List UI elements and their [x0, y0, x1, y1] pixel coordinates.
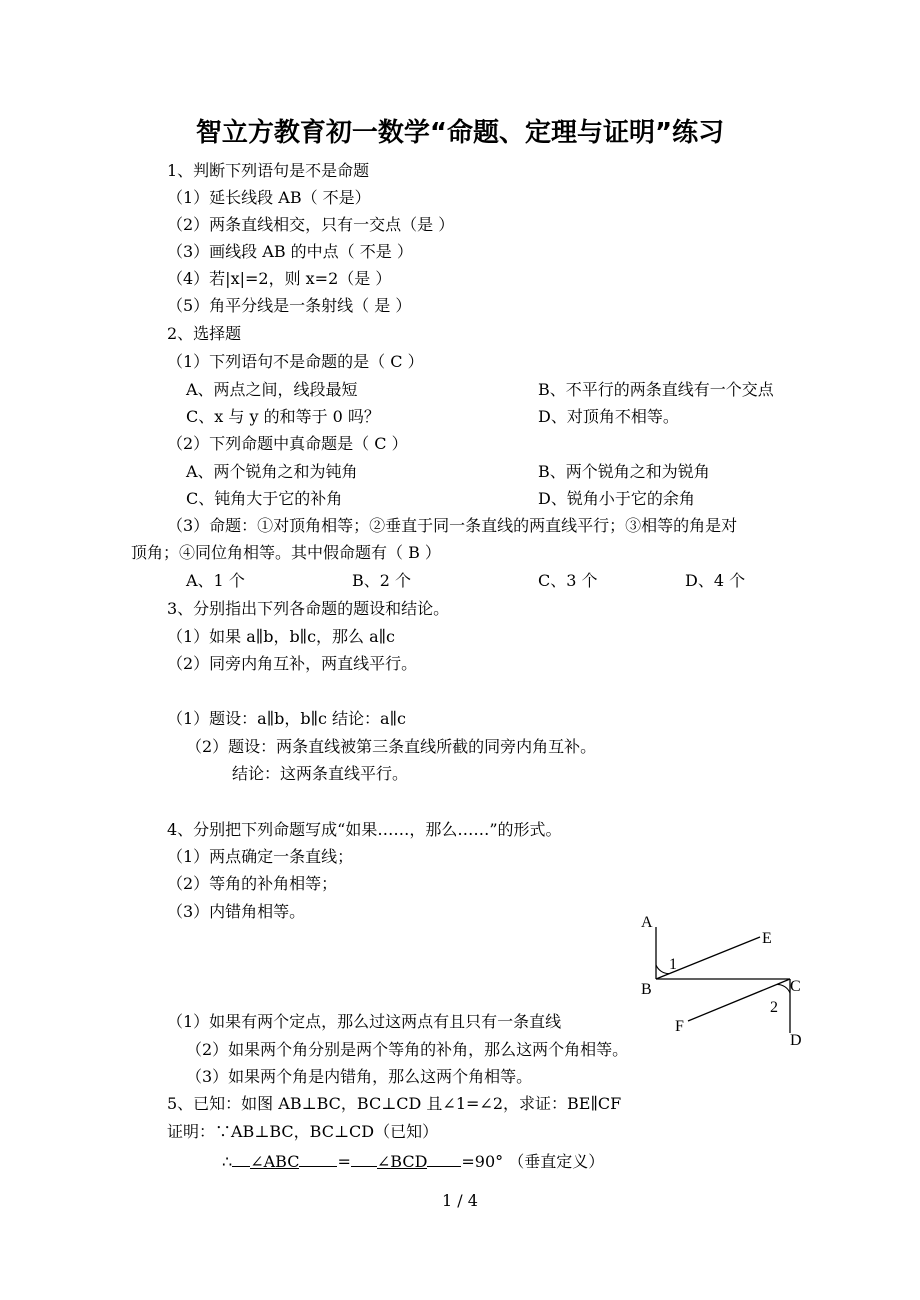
angle-bcd-blank: ∠BCD: [376, 1152, 428, 1171]
q2-heading: 2、选择题: [167, 324, 242, 343]
q3-item-1: （1）如果 a∥b，b∥c，那么 a∥c: [167, 627, 396, 646]
q1-item-2: （2）两条直线相交，只有一交点（是 ）: [167, 215, 455, 234]
q2-p1-option-d: D、对顶角不相等。: [538, 407, 679, 426]
answer-blank: [427, 1150, 461, 1167]
q2-p1-option-b: B、不平行的两条直线有一个交点: [538, 380, 774, 399]
q4-answer-1: （1）如果有两个定点，那么过这两点有且只有一条直线: [167, 1012, 562, 1031]
q3-answer-1: （1）题设：a∥b，b∥c 结论：a∥c: [167, 709, 406, 728]
label-a: A: [641, 914, 653, 931]
angle-1-arc: [656, 965, 669, 974]
label-c: C: [790, 978, 801, 995]
answer-blank: [351, 1150, 377, 1167]
q2-p3-option-c: C、3 个: [538, 571, 598, 590]
q1-heading: 1、判断下列语句是不是命题: [167, 161, 370, 180]
q2-p2-stem: （2）下列命题中真命题是（ C ）: [167, 434, 408, 453]
q2-p1-option-a: A、两点之间，线段最短: [186, 380, 358, 399]
q1-item-4: （4）若|x|=2，则 x=2（是 ）: [167, 269, 392, 288]
label-d: D: [790, 1032, 802, 1049]
q2-p1-option-c: C、x 与 y 的和等于 0 吗？: [186, 407, 380, 426]
q2-p2-option-d: D、锐角小于它的余角: [538, 489, 695, 508]
q2-p3-option-a: A、1 个: [186, 571, 245, 590]
ninety-degrees: =90° （垂直定义）: [461, 1152, 605, 1171]
q4-heading: 4、分别把下列命题写成“如果……，那么……”的形式。: [167, 820, 562, 839]
q3-answer-3: 结论：这两条直线平行。: [232, 764, 409, 783]
therefore-symbol: ∴: [222, 1152, 233, 1171]
answer-blank: [232, 1150, 250, 1167]
q2-p3-stem-line1: （3）命题：①对顶角相等；②垂直于同一条直线的两直线平行；③相等的角是对: [167, 516, 738, 535]
page-number: 1 / 4: [442, 1191, 478, 1210]
q4-item-1: （1）两点确定一条直线；: [167, 847, 354, 866]
geometry-figure: [630, 905, 830, 1055]
q2-p1-stem: （1）下列语句不是命题的是（ C ）: [167, 352, 424, 371]
label-angle-2: 2: [770, 999, 778, 1016]
q2-p3-stem-line2: 顶角；④同位角相等。其中假命题有（ B ）: [131, 543, 441, 562]
q2-p3-option-d: D、4 个: [685, 571, 746, 590]
q2-p3-option-b: B、2 个: [352, 571, 412, 590]
label-e: E: [762, 930, 772, 947]
q4-item-3: （3）内错角相等。: [167, 902, 306, 921]
q1-item-3: （3）画线段 AB 的中点（ 不是 ）: [167, 242, 413, 261]
q3-item-2: （2）同旁内角互补，两直线平行。: [167, 654, 418, 673]
q4-item-2: （2）等角的补角相等；: [167, 874, 338, 893]
label-f: F: [675, 1018, 684, 1035]
page-title: 智立方教育初一数学“命题、定理与证明”练习: [195, 118, 725, 148]
q5-proof-line2: [222, 1150, 604, 1172]
q2-p2-option-b: B、两个锐角之和为锐角: [538, 462, 710, 481]
q1-item-1: （1）延长线段 AB（ 不是）: [167, 188, 371, 207]
q3-answer-2: （2）题设：两条直线被第三条直线所截的同旁内角互补。: [186, 737, 597, 756]
q2-p2-option-c: C、钝角大于它的补角: [186, 489, 343, 508]
q5-proof-line1: 证明：∵AB⊥BC，BC⊥CD（已知）: [167, 1122, 439, 1141]
answer-blank: [299, 1150, 337, 1167]
equals-sign: =: [337, 1152, 351, 1171]
q3-heading: 3、分别指出下列各命题的题设和结论。: [167, 599, 450, 618]
angle-2-arc: [777, 984, 790, 993]
label-angle-1: 1: [669, 956, 677, 973]
q2-p2-option-a: A、两个锐角之和为钝角: [186, 462, 358, 481]
label-b: B: [641, 981, 652, 998]
angle-abc-blank: ∠ABC: [250, 1152, 300, 1171]
q1-item-5: （5）角平分线是一条射线（ 是 ）: [167, 296, 412, 315]
q4-answer-2: （2）如果两个角分别是两个等角的补角，那么这两个角相等。: [186, 1040, 629, 1059]
q5-heading: 5、已知：如图 AB⊥BC，BC⊥CD 且∠1=∠2，求证：BE∥CF: [167, 1094, 622, 1113]
q4-answer-3: （3）如果两个角是内错角，那么这两个角相等。: [186, 1067, 533, 1086]
